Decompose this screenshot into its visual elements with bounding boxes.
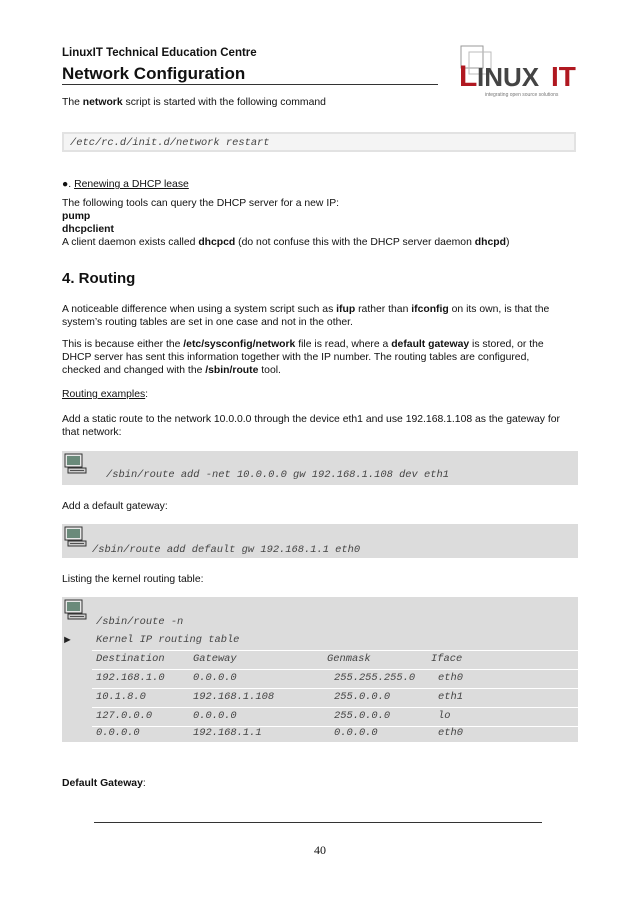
static-route-line2: that network:: [62, 427, 122, 438]
listing-label: Listing the kernel routing table:: [62, 574, 204, 585]
restart-command: /etc/rc.d/init.d/network restart: [70, 137, 270, 149]
intro-line: The network script is started with the following command: [62, 97, 326, 108]
dhcp-heading: ●. Renewing a DHCP lease: [62, 179, 189, 190]
para2-line1: This is because either the /etc/sysconfig/network file is read, where a default gateway is stored, or the: [62, 339, 544, 350]
row-divider: [92, 707, 578, 708]
table-cell: lo: [438, 710, 451, 722]
svg-text:L: L: [459, 60, 478, 93]
row-divider: [92, 688, 578, 689]
row-divider: [92, 669, 578, 670]
svg-text:IT: IT: [551, 61, 576, 92]
terminal-icon: [64, 599, 88, 621]
dhcp-line1: The following tools can query the DHCP server for a new IP:: [62, 198, 340, 209]
para2-line2: DHCP server has sent this information together with the IP number. The routing tables are configured,: [62, 352, 530, 363]
table-cell: 192.168.1.108: [193, 691, 275, 703]
terminal-icon: [64, 526, 88, 548]
arrow-icon: ►: [62, 634, 73, 646]
static-route-line1: Add a static route to the network 10.0.0.0 through the device eth1 and use 192.168.1.108 as the gateway for: [62, 414, 560, 425]
static-route-command: /sbin/route add -net 10.0.0.0 gw 192.168.1.108 dev eth1: [106, 469, 449, 481]
terminal-icon: [64, 453, 88, 475]
dhcp-line2: A client daemon exists called dhcpcd (do not confuse this with the DHCP server daemon dhcpd): [62, 237, 510, 248]
para2-line3: checked and changed with the /sbin/route tool.: [62, 365, 281, 376]
col-header-destination: Destination: [96, 653, 165, 665]
col-header-genmask: Genmask: [327, 653, 371, 665]
table-cell: 127.0.0.0: [96, 710, 153, 722]
tool-pump: pump: [62, 211, 91, 222]
code-box-default-gw: [62, 524, 578, 558]
default-gw-label: Add a default gateway:: [62, 501, 168, 512]
section-heading: 4. Routing: [62, 270, 136, 287]
col-header-gateway: Gateway: [193, 653, 237, 665]
linuxit-logo: [455, 44, 580, 102]
svg-text:INUX: INUX: [477, 62, 540, 92]
default-gateway-heading: Default Gateway:: [62, 778, 146, 789]
default-gw-command: /sbin/route add default gw 192.168.1.1 eth0: [92, 544, 361, 556]
route-n-command: /sbin/route -n: [96, 616, 184, 628]
table-cell: 0.0.0.0: [96, 727, 140, 739]
svg-text:integrating open source soluti: integrating open source solutions: [485, 92, 559, 98]
code-box-static-route: [62, 451, 578, 485]
table-cell: 0.0.0.0: [193, 672, 237, 684]
row-divider: [92, 650, 578, 651]
col-header-iface: Iface: [431, 653, 463, 665]
table-cell: 255.0.0.0: [334, 691, 391, 703]
footer-rule: [94, 822, 542, 823]
para1-line1: A noticeable difference when using a system script such as ifup rather than ifconfig on its own, is that the: [62, 304, 550, 315]
table-cell: eth0: [438, 727, 463, 739]
table-cell: 192.168.1.0: [96, 672, 165, 684]
examples-heading: Routing examples:: [62, 389, 149, 400]
header-rule: [62, 84, 438, 85]
tool-dhcpclient: dhcpclient: [62, 224, 114, 235]
page-title: Network Configuration: [62, 64, 246, 83]
para1-line2: system’s routing tables are set in one case and not in the other.: [62, 317, 353, 328]
table-cell: 255.255.255.0: [334, 672, 416, 684]
table-cell: eth1: [438, 691, 463, 703]
table-cell: eth0: [438, 672, 463, 684]
routing-table-title: Kernel IP routing table: [96, 634, 240, 646]
table-cell: 255.0.0.0: [334, 710, 391, 722]
org-name: LinuxIT Technical Education Centre: [62, 47, 257, 59]
table-cell: 0.0.0.0: [334, 727, 378, 739]
table-cell: 10.1.8.0: [96, 691, 146, 703]
code-box-routing-table: [62, 597, 578, 742]
code-box-restart: [62, 132, 576, 152]
table-cell: 0.0.0.0: [193, 710, 237, 722]
page-number: 40: [314, 843, 326, 857]
table-cell: 192.168.1.1: [193, 727, 262, 739]
